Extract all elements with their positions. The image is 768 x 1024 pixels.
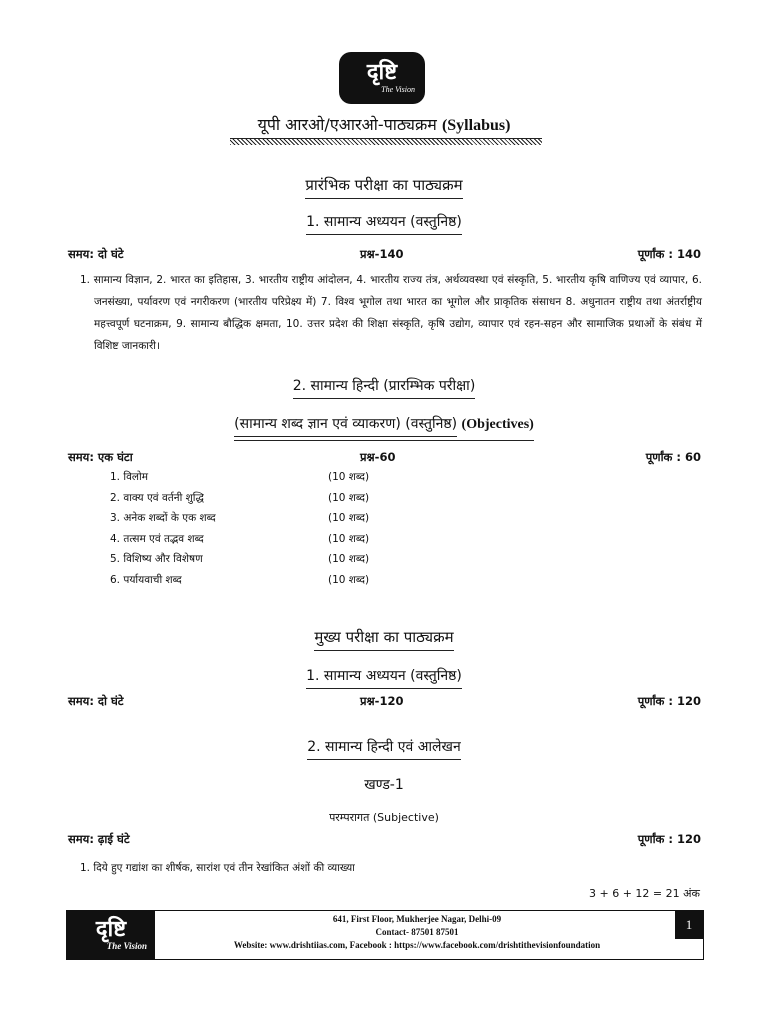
footer-website: Website: www.drishtiias.com, Facebook : https://www.facebook.com/drishtithevisionfoundation [233, 940, 601, 950]
marks-label: पूर्णांक : 60 [645, 450, 701, 464]
marks-label: पूर्णांक : 120 [637, 832, 701, 846]
logo-tagline: The Vision [381, 85, 415, 94]
prelim-paper1-heading: 1. सामान्य अध्ययन (वस्तुनिष्ठ) [0, 212, 768, 235]
footer-address: 641, First Floor, Mukherjee Nagar, Delhi-09 [332, 914, 502, 924]
prelim-heading: प्रारंभिक परीक्षा का पाठ्यक्रम [0, 175, 768, 199]
page-footer [66, 910, 704, 960]
list-item: 3. अनेक शब्दों के एक शब्द (10 शब्द) [110, 512, 370, 525]
prelim-paper1-content: 1. सामान्य विज्ञान, 2. भारत का इतिहास, 3. भारतीय राष्ट्रीय आंदोलन, 4. भारतीय राज्य तंत्र, अर्थव्यवस्था एवं संस्कृति, 5. भारतीय कृषि वाणिज्य एवं व्यापार, 6. जनसंख्या, पर्यावरण एवं नगरीकरण (भारतीय परिप्रेक्ष्य में) 7. विश्व भूगोल तथा भारत का भूगोल और प्राकृतिक संसाधन 8. अधुनातन राष्ट्रीय तथा अंतर्राष्ट्रीय महत्त्वपूर्ण घटनाक्रम, 9. सामान्य बौद्धिक क्षमता, 10. उत्तर प्रदेश की शिक्षा संस्कृति, कृषि उद्योग, व्यापार एवं रहन-सहन और सामाजिक प्रथाओं के संबंध में विशिष्ट जानकारी। [80, 274, 702, 352]
questions-label: प्रश्न-140 [360, 247, 404, 261]
page-number: 1 [675, 911, 703, 939]
mains-paper1-heading: 1. सामान्य अध्ययन (वस्तुनिष्ठ) [0, 666, 768, 689]
marks-label: पूर्णांक : 120 [637, 694, 701, 708]
mains-paper1-meta [68, 694, 701, 710]
footer-contact: Contact- 87501 87501 [375, 927, 459, 937]
footer-logo [67, 911, 155, 959]
title-hindi: यूपी आरओ/एआरओ-पाठ्यक्रम [257, 115, 437, 134]
list-item: 5. विशिष्य और विशेषण (10 शब्द) [110, 553, 370, 566]
list-item: 4. तत्सम एवं तद्भव शब्द (10 शब्द) [110, 532, 370, 545]
questions-label: प्रश्न-120 [360, 694, 404, 708]
logo-text: दृष्टि [366, 60, 398, 85]
marks-label: पूर्णांक : 140 [637, 247, 701, 261]
footer-contact-info [167, 913, 667, 952]
hindi-topic-list [110, 470, 410, 594]
title-decorative-underline [230, 138, 542, 145]
time-label: समय: दो घंटे [68, 247, 124, 261]
list-item: 1. विलोम (10 शब्द) [110, 471, 370, 483]
footer-logo-text: दृष्टि [95, 917, 127, 942]
list-item: 2. वाक्य एवं वर्तनी शुद्धि (10 शब्द) [110, 491, 370, 504]
prelim-paper2-heading: 2. सामान्य हिन्दी (प्रारम्भिक परीक्षा) [0, 376, 768, 399]
mains-paper2-meta [68, 832, 701, 848]
questions-label: प्रश्न-60 [360, 450, 396, 464]
mains-item-1: 1. दिये हुए गद्यांश का शीर्षक, सारांश एवं तीन रेखांकित अंशों की व्याख्या [80, 862, 355, 874]
section-heading: खण्ड-1 [364, 777, 404, 793]
footer-logo-tagline: The Vision [106, 941, 147, 951]
document-title [0, 113, 768, 135]
time-label: समय: एक घंटा [68, 450, 133, 464]
time-label: समय: दो घंटे [68, 694, 124, 708]
prelim-paper2-meta [68, 450, 701, 466]
time-label: समय: ढ़ाई घंटे [68, 832, 130, 846]
mains-paper2-heading: 2. सामान्य हिन्दी एवं आलेखन [0, 737, 768, 760]
list-item: 6. पर्यायवाची शब्द (10 शब्द) [110, 573, 370, 586]
prelim-paper1-meta [68, 247, 701, 263]
title-english: (Syllabus) [441, 117, 511, 134]
prelim-paper2-subheading: (सामान्य शब्द ज्ञान एवं व्याकरण) (वस्तुनिष्ठ) (Objectives) [0, 414, 768, 441]
mains-heading: मुख्य परीक्षा का पाठ्यक्रम [0, 627, 768, 651]
drishti-logo [339, 52, 425, 104]
item-1-marks: 3 + 6 + 12 = 21 अंक [589, 887, 700, 900]
paper-type: परम्परागत (Subjective) [329, 811, 439, 824]
